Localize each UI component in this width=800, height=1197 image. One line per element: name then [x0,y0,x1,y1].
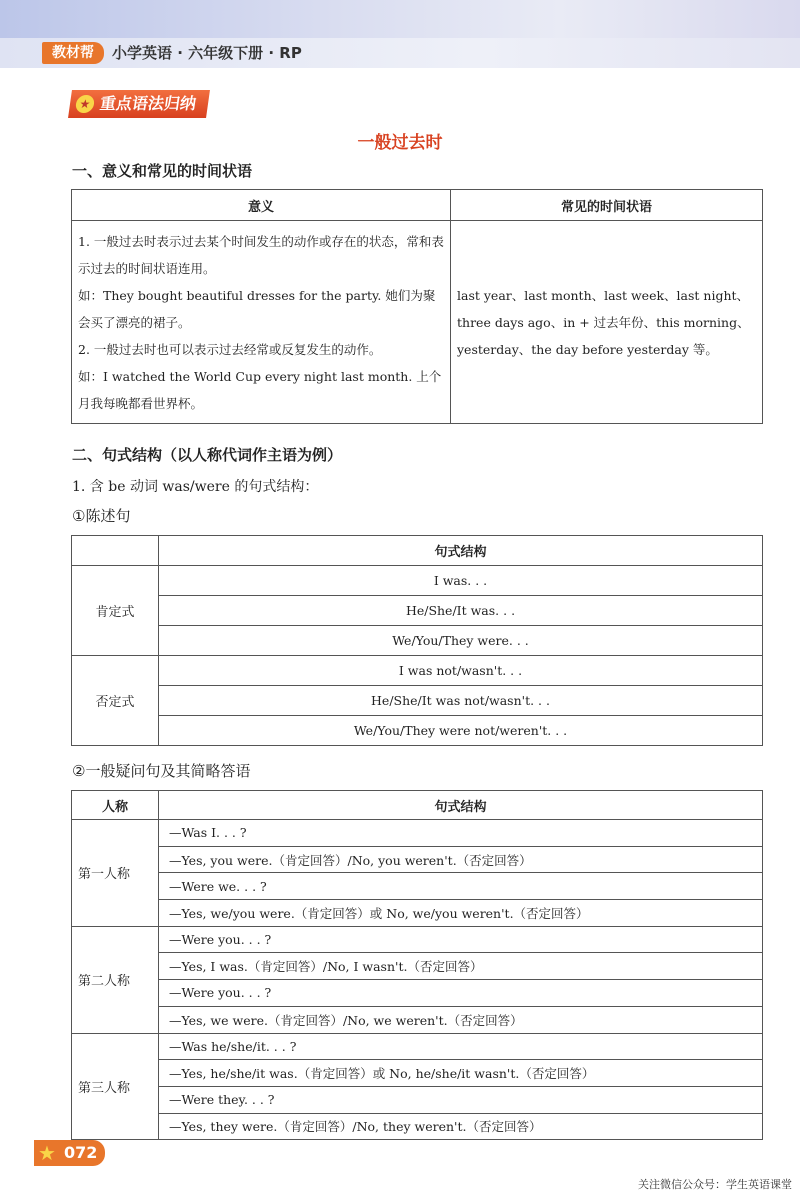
meaning-line: 2. 一般过去时也可以表示过去经常或反复发生的动作。 [78,341,382,357]
meaning-line: 如：I watched the World Cup every night last month. 上个月我每晚都看世界杯。 [78,368,442,411]
table-row: —Was he/she/it. . . ? [159,1033,763,1060]
section-badge [68,90,210,118]
negative-label: 否定式 [72,656,159,746]
question-heading: ②一般疑问句及其简略答语 [72,762,251,780]
meaning-line: 1. 一般过去时表示过去某个时间发生的动作或存在的状态，常和表示过去的时间状语连用。 [78,233,444,276]
meaning-table [71,189,763,424]
adverbial-col-header: 常见的时间状语 [451,190,763,221]
table-row: —Yes, we/you were.（肯定回答）或 No, we/you weren't.（否定回答） [159,900,763,927]
question-table [71,790,763,1140]
part1-heading: 一、意义和常见的时间状语 [72,162,253,180]
section-badge-label: 重点语法归纳 [98,94,198,113]
meaning-col-header: 意义 [72,190,451,221]
affirmative-row: He/She/It was. . . [159,596,763,626]
table-row: —Were they. . . ? [159,1086,763,1113]
affirmative-row: We/You/They were. . . [159,626,763,656]
meaning-cell [72,221,451,424]
blank-header [72,536,159,566]
table-row: —Were we. . . ? [159,873,763,900]
negative-row: We/You/They were not/weren't. . . [159,716,763,746]
negative-row: He/She/It was not/wasn't. . . [159,686,763,716]
part2-heading: 二、句式结构（以人称代词作主语为例） [72,446,343,464]
star-icon: ★ [38,1141,56,1165]
table-row: —Yes, they were.（肯定回答）/No, they weren't.（否定回答） [159,1113,763,1140]
table-row: —Were you. . . ? [159,926,763,953]
page-title: 一般过去时 [357,133,443,153]
meaning-line: 如：They bought beautiful dresses for the party. 她们为聚会买了漂亮的裙子。 [78,287,436,330]
table-row: —Yes, you were.（肯定回答）/No, you weren't.（否定回答） [159,846,763,873]
affirmative-label: 肯定式 [72,566,159,656]
table-row: —Yes, he/she/it was.（肯定回答）或 No, he/she/it wasn't.（否定回答） [159,1060,763,1087]
third-person-label: 第三人称 [72,1033,159,1140]
header-tag: 教材帮 [42,42,104,64]
star-icon: ★ [75,95,96,113]
second-person-label: 第二人称 [72,926,159,1033]
page-number-label: 072 [64,1143,98,1162]
structure-header: 句式结构 [159,536,763,566]
structure-header: 句式结构 [159,791,763,820]
page-number [34,1140,105,1166]
declarative-table [71,535,763,746]
table-row: —Were you. . . ? [159,980,763,1007]
first-person-label: 第一人称 [72,820,159,927]
declarative-heading: ①陈述句 [72,507,131,525]
part2-sub1: 1. 含 be 动词 was/were 的句式结构： [72,479,319,495]
footer-note: 关注微信公众号：学生英语课堂 [638,1178,792,1191]
header-title: 小学英语 · 六年级下册 · RP [112,44,302,62]
table-row: —Was I. . . ? [159,820,763,847]
person-header: 人称 [72,791,159,820]
adverbial-cell: last year、last month、last week、last night、three days ago、in + 过去年份、this morning、yesterday、the day before yesterday 等。 [451,221,763,424]
table-row: —Yes, we were.（肯定回答）/No, we weren't.（否定回答） [159,1006,763,1033]
affirmative-row: I was. . . [159,566,763,596]
table-row: —Yes, I was.（肯定回答）/No, I wasn't.（否定回答） [159,953,763,980]
negative-row: I was not/wasn't. . . [159,656,763,686]
